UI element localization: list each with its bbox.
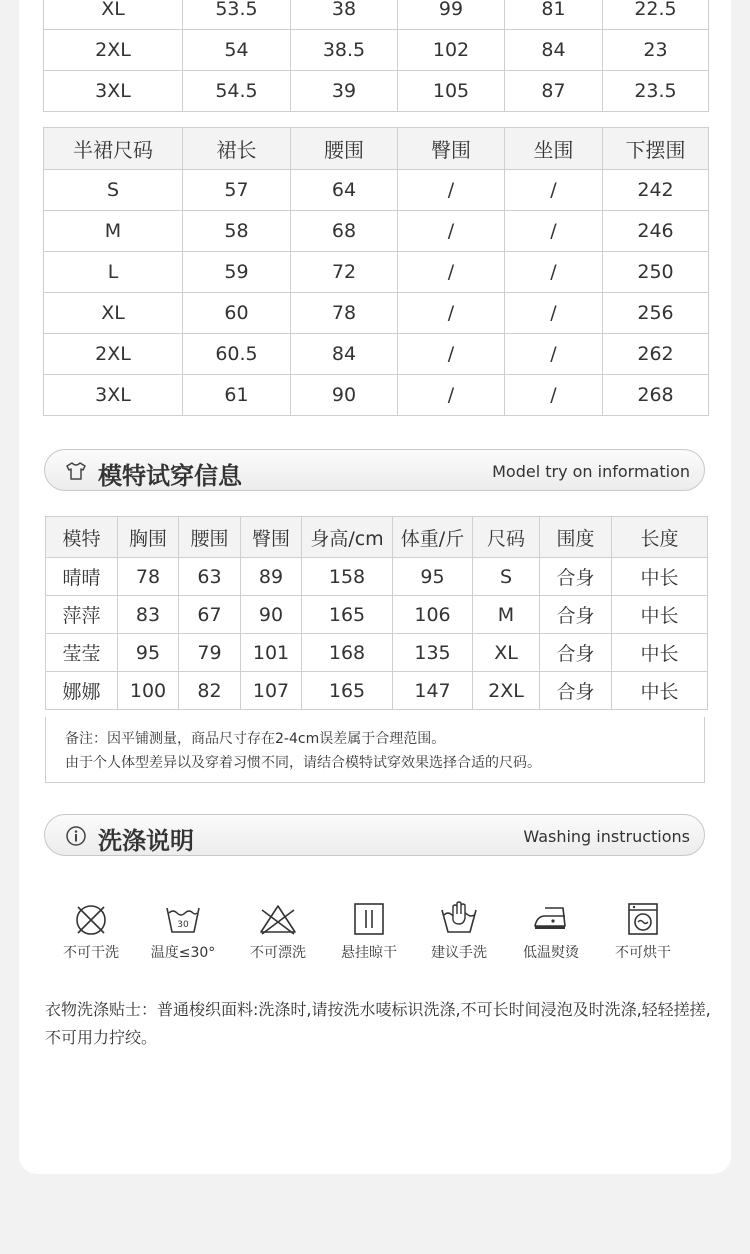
tips-label: 衣物洗涤贴士： [45, 1000, 158, 1019]
wash-item-no-bleach [233, 898, 323, 962]
table-cell: 78 [291, 293, 398, 334]
table-cell: 54 [183, 30, 291, 71]
table-cell: 63 [179, 558, 241, 596]
table-cell: 105 [398, 71, 505, 112]
table-cell: / [398, 170, 505, 211]
model-table [45, 516, 708, 710]
header-cell: 裙长 [183, 128, 291, 170]
table-cell: 2XL [44, 334, 183, 375]
table-cell: 2XL [473, 672, 540, 710]
table-cell: 53.5 [183, 0, 291, 30]
table-cell: / [398, 252, 505, 293]
table-cell: / [398, 211, 505, 252]
table-cell: 84 [505, 30, 603, 71]
header-cell: 尺码 [473, 517, 540, 558]
table-cell: 158 [302, 558, 393, 596]
table-row [44, 334, 709, 375]
table-cell: 89 [241, 558, 302, 596]
table-cell: 39 [291, 71, 398, 112]
table-cell: 84 [291, 334, 398, 375]
table-cell: 246 [603, 211, 709, 252]
table-cell: 22.5 [603, 0, 709, 30]
wash-label: 不可烘干 [615, 945, 671, 961]
table-cell: 99 [398, 0, 505, 30]
info-icon [65, 825, 87, 847]
table-cell: 81 [505, 0, 603, 30]
model-info-banner [44, 449, 705, 491]
top-size-table [43, 0, 709, 112]
table-cell: / [398, 293, 505, 334]
table-cell: L [44, 252, 183, 293]
table-cell: 58 [183, 211, 291, 252]
header-cell: 模特 [46, 517, 118, 558]
table-cell: 262 [603, 334, 709, 375]
wash-item-hang-dry [324, 898, 414, 962]
table-row [46, 596, 708, 634]
table-cell: 83 [118, 596, 179, 634]
note-line-1: 备注：因平铺测量，商品尺寸存在2-4cm误差属于合理范围。 [65, 731, 446, 747]
table-cell: M [473, 596, 540, 634]
model-info-title: 模特试穿信息 [98, 462, 242, 490]
table-cell: 59 [183, 252, 291, 293]
table-cell: 95 [393, 558, 473, 596]
table-cell: M [44, 211, 183, 252]
table-row [46, 558, 708, 596]
table-cell: 3XL [44, 71, 183, 112]
table-cell: 100 [118, 672, 179, 710]
header-cell: 下摆围 [603, 128, 709, 170]
table-cell: 54.5 [183, 71, 291, 112]
table-row [44, 30, 709, 71]
table-cell: 2XL [44, 30, 183, 71]
table-row [44, 375, 709, 416]
wash-label: 不可漂洗 [250, 945, 306, 961]
tshirt-icon [65, 460, 87, 482]
table-cell: 106 [393, 596, 473, 634]
header-cell: 半裙尺码 [44, 128, 183, 170]
table-row [44, 170, 709, 211]
header-cell: 腰围 [179, 517, 241, 558]
header-cell: 长度 [612, 517, 708, 558]
header-cell: 围度 [540, 517, 612, 558]
table-cell: S [44, 170, 183, 211]
washing-tips [45, 996, 720, 1052]
table-cell: 38 [291, 0, 398, 30]
washing-subtitle: Washing instructions [523, 827, 690, 846]
skirt-size-table [43, 127, 709, 416]
table-cell: 168 [302, 634, 393, 672]
table-cell: XL [473, 634, 540, 672]
table-cell: 60.5 [183, 334, 291, 375]
table-cell: 61 [183, 375, 291, 416]
table-row [44, 252, 709, 293]
hang-dry-icon [349, 898, 389, 938]
table-cell: 64 [291, 170, 398, 211]
header-cell: 臀围 [398, 128, 505, 170]
wash-item-low-iron [506, 898, 596, 962]
table-cell: 娜娜 [46, 672, 118, 710]
table-cell: 256 [603, 293, 709, 334]
table-cell: 165 [302, 596, 393, 634]
table-cell: 3XL [44, 375, 183, 416]
low-iron-icon [531, 898, 571, 938]
table-cell: 90 [241, 596, 302, 634]
table-cell: 23.5 [603, 71, 709, 112]
table-row [44, 293, 709, 334]
table-cell: 合身 [540, 672, 612, 710]
table-cell: XL [44, 0, 183, 30]
no-dry-clean-icon [71, 898, 111, 938]
wash-label: 不可干洗 [63, 945, 119, 961]
table-cell: 87 [505, 71, 603, 112]
table-cell: XL [44, 293, 183, 334]
table-row [44, 71, 709, 112]
wash-label: 悬挂晾干 [341, 945, 397, 961]
table-cell: 萍萍 [46, 596, 118, 634]
wash-label: 温度≤30° [150, 945, 216, 961]
table-cell: 102 [398, 30, 505, 71]
table-cell: 中长 [612, 634, 708, 672]
table-cell: 165 [302, 672, 393, 710]
model-info-subtitle: Model try on information [492, 462, 690, 481]
header-cell: 臀围 [241, 517, 302, 558]
table-cell: 268 [603, 375, 709, 416]
table-row [46, 634, 708, 672]
wash-item-wash-30 [138, 898, 228, 962]
table-cell: / [398, 334, 505, 375]
note-line-2: 由于个人体型差异以及穿着习惯不同，请结合模特试穿效果选择合适的尺码。 [65, 755, 541, 771]
table-cell: / [505, 252, 603, 293]
table-cell: 79 [179, 634, 241, 672]
wash-item-no-dry-clean [46, 898, 136, 962]
wash-label: 低温熨烫 [523, 945, 579, 961]
table-cell: 合身 [540, 596, 612, 634]
table-cell: 中长 [612, 596, 708, 634]
table-row [44, 211, 709, 252]
washing-banner [44, 814, 705, 856]
table-header-row [44, 128, 709, 170]
table-row [44, 0, 709, 30]
table-cell: / [505, 211, 603, 252]
table-cell: 60 [183, 293, 291, 334]
tips-text: 普通梭织面料:洗涤时,请按洗水唛标识洗涤,不可长时间浸泡及时洗涤,轻轻搓搓,不可用力拧绞。 [45, 1000, 711, 1047]
table-cell: / [505, 375, 603, 416]
table-cell: 72 [291, 252, 398, 293]
table-cell: 合身 [540, 634, 612, 672]
table-cell: 中长 [612, 558, 708, 596]
table-cell: 147 [393, 672, 473, 710]
table-cell: 57 [183, 170, 291, 211]
table-cell: 78 [118, 558, 179, 596]
table-cell: 135 [393, 634, 473, 672]
no-bleach-icon [258, 898, 298, 938]
table-cell: 250 [603, 252, 709, 293]
table-cell: 合身 [540, 558, 612, 596]
wash-30-icon [163, 898, 203, 938]
wash-item-hand-wash [414, 898, 504, 962]
table-cell: 38.5 [291, 30, 398, 71]
table-cell: 68 [291, 211, 398, 252]
table-cell: 101 [241, 634, 302, 672]
table-cell: 242 [603, 170, 709, 211]
header-cell: 身高/cm [302, 517, 393, 558]
wash-temp-number: 30 [177, 920, 189, 930]
table-cell: 90 [291, 375, 398, 416]
header-cell: 体重/斤 [393, 517, 473, 558]
table-cell: 中长 [612, 672, 708, 710]
table-cell: 23 [603, 30, 709, 71]
wash-label: 建议手洗 [431, 945, 487, 961]
header-cell: 坐围 [505, 128, 603, 170]
no-tumble-dry-icon [623, 898, 663, 938]
table-cell: 莹莹 [46, 634, 118, 672]
model-note [45, 717, 705, 783]
header-cell: 腰围 [291, 128, 398, 170]
table-header-row [46, 517, 708, 558]
hand-wash-icon [439, 898, 479, 938]
washing-title: 洗涤说明 [98, 827, 194, 855]
table-cell: / [505, 334, 603, 375]
wash-item-no-tumble-dry [598, 898, 688, 962]
table-cell: 82 [179, 672, 241, 710]
table-cell: 晴晴 [46, 558, 118, 596]
table-cell: 95 [118, 634, 179, 672]
table-cell: / [398, 375, 505, 416]
table-cell: / [505, 293, 603, 334]
table-cell: / [505, 170, 603, 211]
table-row [46, 672, 708, 710]
table-cell: 67 [179, 596, 241, 634]
table-cell: 107 [241, 672, 302, 710]
table-cell: S [473, 558, 540, 596]
header-cell: 胸围 [118, 517, 179, 558]
